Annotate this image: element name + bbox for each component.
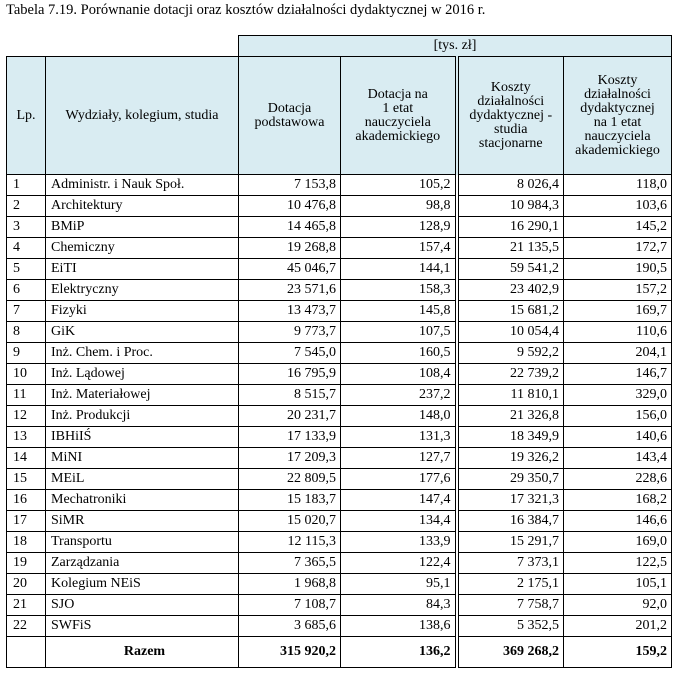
header-line: działalności bbox=[584, 86, 651, 102]
cell-name: BMiP bbox=[46, 217, 239, 238]
cell-dotacja-na-etat: 138,6 bbox=[341, 616, 457, 637]
cell-name: Inż. Lądowej bbox=[46, 364, 239, 385]
table-row bbox=[7, 427, 672, 448]
cell-koszty-na-etat: 204,1 bbox=[564, 343, 672, 364]
cell-koszty-stacjonarne: 10 054,4 bbox=[457, 322, 564, 343]
cell-dotacja-podstawowa: 3 685,6 bbox=[239, 616, 341, 637]
cell-lp: 7 bbox=[7, 301, 46, 322]
cell-dotacja-podstawowa: 1 968,8 bbox=[239, 574, 341, 595]
cell-lp: 2 bbox=[7, 196, 46, 217]
cell-name: Architektury bbox=[46, 196, 239, 217]
cell-koszty-stacjonarne: 22 739,2 bbox=[457, 364, 564, 385]
header-line: dydaktycznej bbox=[580, 100, 655, 116]
cell-koszty-stacjonarne: 8 026,4 bbox=[457, 175, 564, 196]
cell-dotacja-na-etat: 157,4 bbox=[341, 238, 457, 259]
header-name: Wydziały, kolegium, studia bbox=[46, 57, 239, 175]
cell-koszty-na-etat: 122,5 bbox=[564, 553, 672, 574]
cell-dotacja-na-etat: 108,4 bbox=[341, 364, 457, 385]
cell-name: Inż. Materiałowej bbox=[46, 385, 239, 406]
table-row bbox=[7, 595, 672, 616]
table-row bbox=[7, 616, 672, 637]
cell-dotacja-podstawowa: 7 153,8 bbox=[239, 175, 341, 196]
cell-dotacja-podstawowa: 15 020,7 bbox=[239, 511, 341, 532]
cell-dotacja-podstawowa: 8 515,7 bbox=[239, 385, 341, 406]
cell-dotacja-podstawowa: 10 476,8 bbox=[239, 196, 341, 217]
cell-koszty-stacjonarne: 9 592,2 bbox=[457, 343, 564, 364]
cell-dotacja-na-etat: 237,2 bbox=[341, 385, 457, 406]
cell-koszty-na-etat: 105,1 bbox=[564, 574, 672, 595]
header-line: Koszty bbox=[597, 72, 638, 88]
cell-lp: 6 bbox=[7, 280, 46, 301]
header-dotacja-na-etat bbox=[341, 57, 457, 175]
cell-lp: 11 bbox=[7, 385, 46, 406]
cell-koszty-stacjonarne: 21 326,8 bbox=[457, 406, 564, 427]
table-row bbox=[7, 553, 672, 574]
cell-dotacja-na-etat: 84,3 bbox=[341, 595, 457, 616]
cell-koszty-stacjonarne: 21 135,5 bbox=[457, 238, 564, 259]
cell-lp: 20 bbox=[7, 574, 46, 595]
cell-name: Zarządzania bbox=[46, 553, 239, 574]
cell-koszty-na-etat: 92,0 bbox=[564, 595, 672, 616]
cell-dotacja-podstawowa: 16 795,9 bbox=[239, 364, 341, 385]
cell-dotacja-podstawowa: 20 231,7 bbox=[239, 406, 341, 427]
cell-name: IBHiIŚ bbox=[46, 427, 239, 448]
total-row bbox=[7, 637, 672, 668]
table-row bbox=[7, 364, 672, 385]
table-row bbox=[7, 574, 672, 595]
header-lp: Lp. bbox=[7, 57, 46, 175]
cell-koszty-stacjonarne: 2 175,1 bbox=[457, 574, 564, 595]
header-line: nauczyciela bbox=[584, 128, 651, 144]
cell-dotacja-na-etat: 147,4 bbox=[341, 490, 457, 511]
cell-koszty-stacjonarne: 59 541,2 bbox=[457, 259, 564, 280]
cell-koszty-na-etat: 168,2 bbox=[564, 490, 672, 511]
cell-name: Elektryczny bbox=[46, 280, 239, 301]
table-row bbox=[7, 301, 672, 322]
table-row bbox=[7, 280, 672, 301]
cell-lp: 14 bbox=[7, 448, 46, 469]
cell-dotacja-podstawowa: 12 115,3 bbox=[239, 532, 341, 553]
cell-lp: 10 bbox=[7, 364, 46, 385]
cell-lp: 9 bbox=[7, 343, 46, 364]
cell-lp: 5 bbox=[7, 259, 46, 280]
cell-name: Kolegium NEiS bbox=[46, 574, 239, 595]
cell-dotacja-na-etat: 122,4 bbox=[341, 553, 457, 574]
cell-dotacja-podstawowa: 14 465,8 bbox=[239, 217, 341, 238]
cell-dotacja-podstawowa: 13 473,7 bbox=[239, 301, 341, 322]
cell-koszty-na-etat: 146,6 bbox=[564, 511, 672, 532]
cell-koszty-na-etat: 143,4 bbox=[564, 448, 672, 469]
cell-koszty-na-etat: 156,0 bbox=[564, 406, 672, 427]
cell-dotacja-na-etat: 127,7 bbox=[341, 448, 457, 469]
cell-name: Fizyki bbox=[46, 301, 239, 322]
cell-name: Administr. i Nauk Społ. bbox=[46, 175, 239, 196]
total-dotacja-podstawowa: 315 920,2 bbox=[239, 637, 341, 668]
cell-dotacja-na-etat: 158,3 bbox=[341, 280, 457, 301]
cell-koszty-stacjonarne: 15 291,7 bbox=[457, 532, 564, 553]
cell-koszty-stacjonarne: 16 384,7 bbox=[457, 511, 564, 532]
cell-dotacja-podstawowa: 23 571,6 bbox=[239, 280, 341, 301]
cell-name: Chemiczny bbox=[46, 238, 239, 259]
table-caption: Tabela 7.19. Porównanie dotacji oraz kosztów działalności dydaktycznej w 2016 r. bbox=[6, 2, 486, 18]
cell-name: MEiL bbox=[46, 469, 239, 490]
header-line: podstawowa bbox=[254, 114, 325, 130]
cell-koszty-stacjonarne: 18 349,9 bbox=[457, 427, 564, 448]
cell-dotacja-podstawowa: 19 268,8 bbox=[239, 238, 341, 259]
cell-koszty-stacjonarne: 7 373,1 bbox=[457, 553, 564, 574]
header-line: stacjonarne bbox=[478, 135, 543, 151]
cell-lp: 19 bbox=[7, 553, 46, 574]
cell-name: MiNI bbox=[46, 448, 239, 469]
header-line: Dotacja bbox=[267, 100, 312, 116]
header-line: studia bbox=[494, 121, 528, 137]
cell-lp: 3 bbox=[7, 217, 46, 238]
cell-koszty-stacjonarne: 23 402,9 bbox=[457, 280, 564, 301]
cell-lp: 15 bbox=[7, 469, 46, 490]
cell-dotacja-na-etat: 144,1 bbox=[341, 259, 457, 280]
cell-name: GiK bbox=[46, 322, 239, 343]
table-row bbox=[7, 196, 672, 217]
cell-name: Inż. Produkcji bbox=[46, 406, 239, 427]
cell-lp: 8 bbox=[7, 322, 46, 343]
cell-koszty-stacjonarne: 16 290,1 bbox=[457, 217, 564, 238]
table-row bbox=[7, 175, 672, 196]
header-dotacja-podstawowa bbox=[239, 57, 341, 175]
cell-lp: 13 bbox=[7, 427, 46, 448]
header-line: nauczyciela bbox=[364, 114, 431, 130]
cell-dotacja-na-etat: 145,8 bbox=[341, 301, 457, 322]
table-row bbox=[7, 532, 672, 553]
cell-koszty-na-etat: 329,0 bbox=[564, 385, 672, 406]
cell-lp: 4 bbox=[7, 238, 46, 259]
cell-dotacja-podstawowa: 7 545,0 bbox=[239, 343, 341, 364]
cell-dotacja-na-etat: 160,5 bbox=[341, 343, 457, 364]
header-line: akademickiego bbox=[355, 128, 441, 144]
header-koszty-stacjonarne bbox=[457, 57, 564, 175]
cell-dotacja-na-etat: 148,0 bbox=[341, 406, 457, 427]
cell-dotacja-podstawowa: 17 209,3 bbox=[239, 448, 341, 469]
table-row bbox=[7, 322, 672, 343]
cell-dotacja-na-etat: 95,1 bbox=[341, 574, 457, 595]
cell-koszty-stacjonarne: 10 984,3 bbox=[457, 196, 564, 217]
cell-lp: 22 bbox=[7, 616, 46, 637]
cell-koszty-stacjonarne: 11 810,1 bbox=[457, 385, 564, 406]
cell-lp bbox=[7, 637, 46, 668]
cell-dotacja-na-etat: 107,5 bbox=[341, 322, 457, 343]
table-row bbox=[7, 238, 672, 259]
cell-koszty-stacjonarne: 17 321,3 bbox=[457, 490, 564, 511]
table-row bbox=[7, 385, 672, 406]
cell-lp: 17 bbox=[7, 511, 46, 532]
cell-name: Transportu bbox=[46, 532, 239, 553]
header-line: akademickiego bbox=[575, 142, 660, 158]
total-koszty-na-etat: 159,2 bbox=[564, 637, 672, 668]
table-row bbox=[7, 448, 672, 469]
cell-dotacja-na-etat: 98,8 bbox=[341, 196, 457, 217]
header-line: Koszty bbox=[490, 79, 531, 95]
cell-name: SWFiS bbox=[46, 616, 239, 637]
header-line: działalności bbox=[477, 93, 545, 109]
cell-lp: 1 bbox=[7, 175, 46, 196]
cell-dotacja-podstawowa: 22 809,5 bbox=[239, 469, 341, 490]
table-row bbox=[7, 511, 672, 532]
cell-dotacja-podstawowa: 9 773,7 bbox=[239, 322, 341, 343]
cell-koszty-stacjonarne: 7 758,7 bbox=[457, 595, 564, 616]
cell-koszty-na-etat: 169,0 bbox=[564, 532, 672, 553]
cell-koszty-na-etat: 172,7 bbox=[564, 238, 672, 259]
header-line: na 1 etat bbox=[593, 114, 642, 130]
cell-lp: 18 bbox=[7, 532, 46, 553]
cell-dotacja-podstawowa: 7 365,5 bbox=[239, 553, 341, 574]
cell-lp: 12 bbox=[7, 406, 46, 427]
cell-koszty-na-etat: 110,6 bbox=[564, 322, 672, 343]
header-koszty-na-etat bbox=[564, 57, 672, 175]
cell-koszty-na-etat: 146,7 bbox=[564, 364, 672, 385]
table-row bbox=[7, 343, 672, 364]
cell-koszty-na-etat: 140,6 bbox=[564, 427, 672, 448]
header-blank bbox=[7, 36, 239, 57]
cell-koszty-na-etat: 103,6 bbox=[564, 196, 672, 217]
cell-koszty-na-etat: 157,2 bbox=[564, 280, 672, 301]
cell-koszty-na-etat: 145,2 bbox=[564, 217, 672, 238]
cell-dotacja-na-etat: 105,2 bbox=[341, 175, 457, 196]
cell-koszty-stacjonarne: 19 326,2 bbox=[457, 448, 564, 469]
cell-koszty-na-etat: 228,6 bbox=[564, 469, 672, 490]
cell-name: Inż. Chem. i Proc. bbox=[46, 343, 239, 364]
cell-dotacja-na-etat: 133,9 bbox=[341, 532, 457, 553]
cell-koszty-stacjonarne: 29 350,7 bbox=[457, 469, 564, 490]
cell-name: SiMR bbox=[46, 511, 239, 532]
cell-dotacja-na-etat: 134,4 bbox=[341, 511, 457, 532]
cell-dotacja-podstawowa: 45 046,7 bbox=[239, 259, 341, 280]
header-line: 1 etat bbox=[382, 100, 414, 116]
cell-koszty-na-etat: 118,0 bbox=[564, 175, 672, 196]
comparison-table bbox=[6, 35, 672, 668]
table-row bbox=[7, 259, 672, 280]
cell-dotacja-na-etat: 131,3 bbox=[341, 427, 457, 448]
cell-name: SJO bbox=[46, 595, 239, 616]
header-line: dydaktycznej - bbox=[469, 107, 553, 123]
table-row bbox=[7, 406, 672, 427]
cell-dotacja-na-etat: 128,9 bbox=[341, 217, 457, 238]
unit-label: [tys. zł] bbox=[239, 36, 672, 57]
table-row bbox=[7, 469, 672, 490]
cell-name: Mechatroniki bbox=[46, 490, 239, 511]
cell-dotacja-podstawowa: 7 108,7 bbox=[239, 595, 341, 616]
header-line: Dotacja na bbox=[367, 86, 428, 102]
table-row bbox=[7, 217, 672, 238]
total-label: Razem bbox=[46, 637, 239, 668]
cell-dotacja-na-etat: 177,6 bbox=[341, 469, 457, 490]
cell-koszty-stacjonarne: 15 681,2 bbox=[457, 301, 564, 322]
table-row bbox=[7, 490, 672, 511]
cell-lp: 16 bbox=[7, 490, 46, 511]
cell-name: EiTI bbox=[46, 259, 239, 280]
total-dotacja-na-etat: 136,2 bbox=[341, 637, 457, 668]
cell-koszty-na-etat: 190,5 bbox=[564, 259, 672, 280]
cell-koszty-na-etat: 169,7 bbox=[564, 301, 672, 322]
cell-koszty-stacjonarne: 5 352,5 bbox=[457, 616, 564, 637]
cell-dotacja-podstawowa: 17 133,9 bbox=[239, 427, 341, 448]
cell-lp: 21 bbox=[7, 595, 46, 616]
cell-dotacja-podstawowa: 15 183,7 bbox=[239, 490, 341, 511]
cell-koszty-na-etat: 201,2 bbox=[564, 616, 672, 637]
total-koszty-stacjonarne: 369 268,2 bbox=[457, 637, 564, 668]
